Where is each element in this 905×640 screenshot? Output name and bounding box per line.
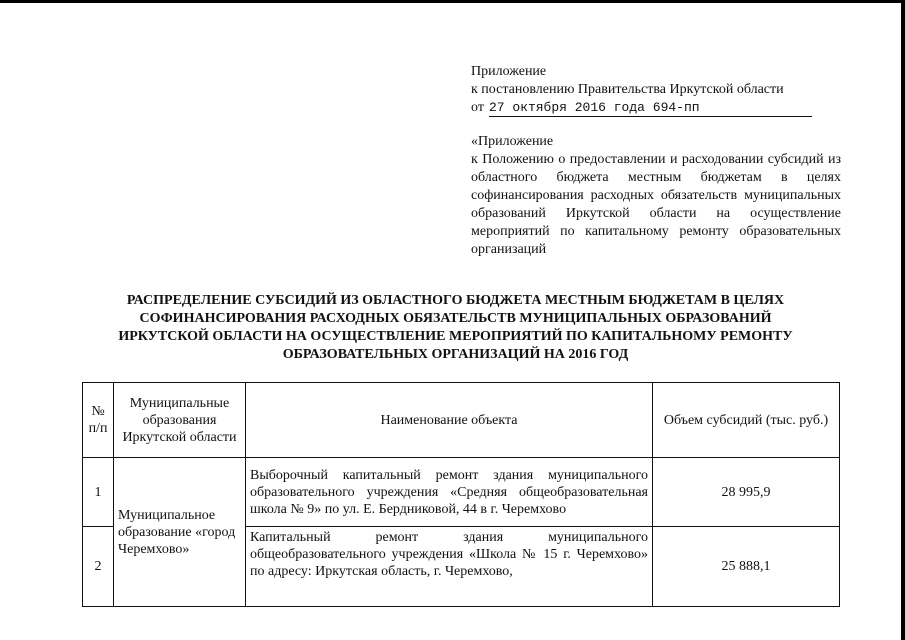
header-object: Наименование объекта [246, 383, 653, 458]
object-name: Выборочный капитальный ремонт здания муниципального образовательного учреждения «Средняя общеобразовательная школа № 9» по ул. Е. Бердниковой, 44 в г. Черемхово [246, 458, 653, 527]
subsidy-amount: 28 995,9 [653, 458, 840, 527]
scan-border-right [901, 0, 905, 640]
annex-date-value: 27 октября 2016 года 694-пп [489, 100, 812, 117]
row-number: 2 [83, 527, 114, 607]
sub-annex-body: к Положению о предоставлении и расходовании субсидий из областного бюджета местным бюджетам в целях софинансирования расходных обязательств муниципальных образований Иркутской области на осуществление мероприятий по капитальному ремонту образовательных организаций [471, 152, 841, 257]
document-title: РАСПРЕДЕЛЕНИЕ СУБСИДИЙ ИЗ ОБЛАСТНОГО БЮДЖЕТА МЕСТНЫМ БЮДЖЕТАМ В ЦЕЛЯХ СОФИНАНСИРОВАНИЯ РАСХОДНЫХ ОБЯЗАТЕЛЬСТВ МУНИЦИПАЛЬНЫХ ОБРАЗОВАНИЙ ИРКУТСКОЙ ОБЛАСТИ НА ОСУЩЕСТВЛЕНИЕ МЕРОПРИЯТИЙ ПО КАПИТАЛЬНОМУ РЕМОНТУ ОБРАЗОВАТЕЛЬНЫХ ОРГАНИЗАЦИЙ НА 2016 ГОД [118, 293, 793, 362]
table-header-row [83, 383, 840, 458]
row-number: 1 [83, 458, 114, 527]
header-number: № п/п [83, 383, 114, 458]
annex-header [471, 63, 841, 117]
header-municipality: Муниципальные образования Иркутской области [114, 383, 246, 458]
header-amount: Объем субсидий (тыс. руб.) [653, 383, 840, 458]
sub-annex-title: «Приложение [471, 134, 554, 149]
municipality-cell: Муниципальное образование «город Черемхово» [114, 458, 246, 607]
scan-border-top [0, 0, 905, 3]
object-name: Капитальный ремонт здания муниципального общеобразовательного учреждения «Школа № 15 г. Черемхово» по адресу: Иркутская область, г. Черемхово, [246, 527, 653, 607]
sub-annex [471, 133, 841, 259]
annex-date-line [471, 99, 841, 117]
subsidy-table [82, 382, 840, 607]
subsidy-amount: 25 888,1 [653, 527, 840, 607]
annex-title: Приложение [471, 64, 547, 79]
annex-date-prefix: от [471, 100, 484, 115]
annex-resolution: к постановлению Правительства Иркутской области [471, 82, 784, 97]
table-row [83, 458, 840, 527]
